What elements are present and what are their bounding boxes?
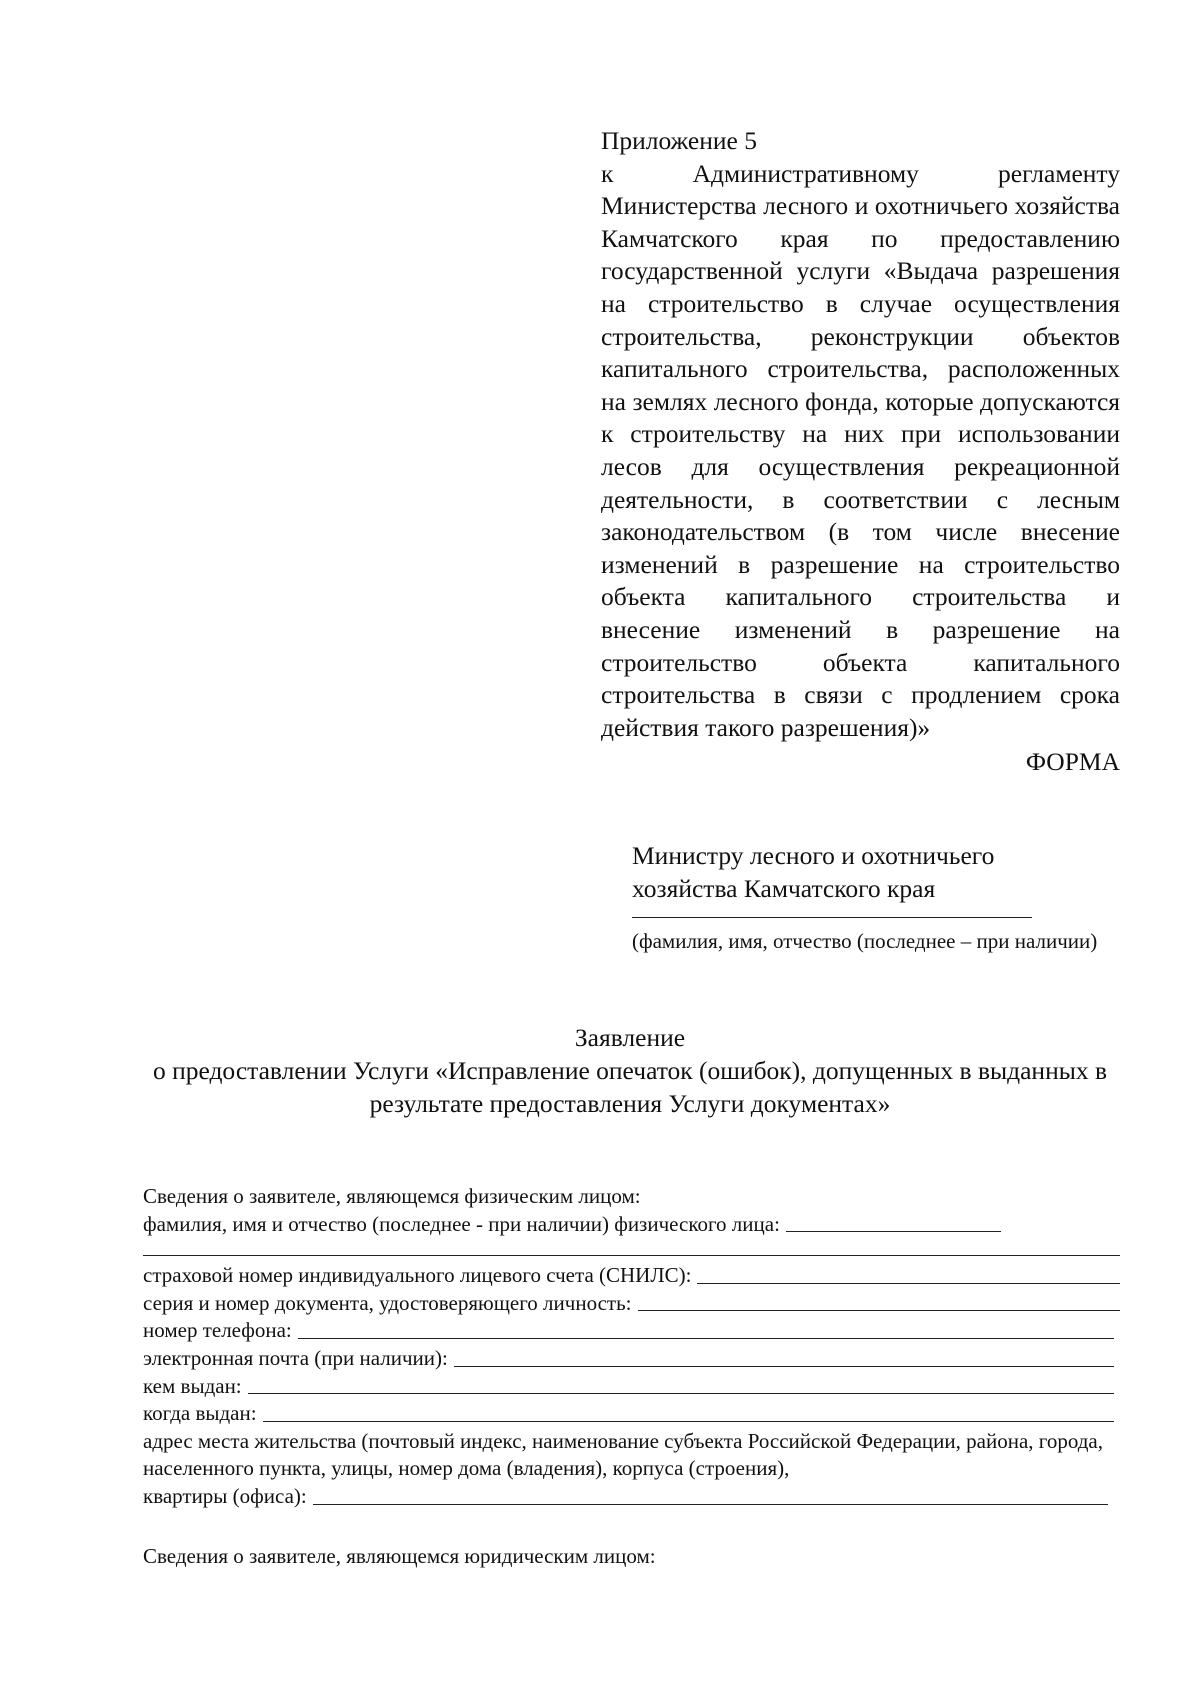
email-field [143, 1345, 1120, 1373]
legal-section-header: Сведения о заявителе, являющемся юридическим лицом: [143, 1544, 656, 1568]
issued-by-blank[interactable] [248, 1393, 1114, 1394]
appendix-number: Приложение 5 [601, 126, 757, 155]
issued-by-field [143, 1373, 1120, 1401]
addressee-name-blank[interactable] [632, 917, 1032, 918]
address-label-part2: квартиры (офиса): [143, 1483, 307, 1508]
email-label: электронная почта (при наличии): [143, 1345, 448, 1370]
snils-field [143, 1262, 1120, 1290]
legal-applicant-section [143, 1543, 1120, 1571]
phone-blank[interactable] [298, 1338, 1114, 1339]
addressee-line-2: хозяйства Камчатского края [632, 873, 936, 903]
address-blank[interactable] [313, 1504, 1108, 1505]
title-subtitle: о предоставлении Услуги «Исправление опечаток (ошибок), допущенных в выданных в результате предоставления Услуги документах» [152, 1055, 1108, 1118]
snils-label: страховой номер индивидуального лицевого счета (СНИЛС): [143, 1263, 692, 1288]
addressee-name-hint: (фамилия, имя, отчество (последнее – при наличии) [632, 929, 1098, 954]
issued-when-label: когда выдан: [143, 1401, 257, 1426]
issued-by-label: кем выдан: [143, 1373, 242, 1398]
issued-when-blank[interactable] [263, 1421, 1114, 1422]
title-heading: Заявление [574, 1023, 686, 1052]
issued-when-field [143, 1400, 1120, 1428]
individual-section-header: Сведения о заявителе, являющемся физическим лицом: [143, 1184, 641, 1208]
full-name-field [143, 1211, 1120, 1239]
id-document-label: серия и номер документа, удостоверяющего личность: [143, 1290, 632, 1315]
individual-applicant-section [143, 1183, 1120, 1511]
full-name-blank[interactable] [786, 1231, 1001, 1232]
application-title [140, 1022, 1120, 1120]
full-name-continuation-blank[interactable] [143, 1255, 1120, 1256]
email-blank[interactable] [454, 1366, 1114, 1367]
form-label: ФОРМА [1025, 747, 1120, 777]
addressee-block [632, 840, 1120, 955]
id-document-field [143, 1290, 1120, 1318]
full-name-label: фамилия, имя и отчество (последнее - при наличии) физического лица: [143, 1211, 780, 1236]
snils-blank[interactable] [697, 1283, 1120, 1284]
address-label-part1: адрес места жительства (почтовый индекс, наименование субъекта Российской Федерации, района, города, населенного пункта, улицы, номер дома (владения), корпуса (строения), [143, 1428, 1104, 1481]
phone-field [143, 1317, 1120, 1345]
phone-label: номер телефона: [143, 1318, 292, 1343]
addressee-line-1: Министру лесного и охотничьего [632, 841, 995, 870]
address-field [143, 1483, 1120, 1511]
appendix-text: к Административному регламенту Министерства лесного и охотничьего хозяйства Камчатского края по предоставлению государственной услуги «Выдача разрешения на строительство в случае осуществления строительства, реконструкции объектов капитального строительства, расположенных на землях лесного фонда, которые допускаются к строительству на них при использовании лесов для осуществления рекреационной деятельности, в соответствии с лесным законодательством (в том числе внесение изменений в разрешение на строительство объекта капитального строительства и внесение изменений в разрешение на строительство объекта капитального строительства в связи с продлением срока действия такого разрешения)» [601, 158, 1120, 742]
id-document-blank[interactable] [638, 1310, 1121, 1311]
appendix-block [601, 125, 1120, 779]
